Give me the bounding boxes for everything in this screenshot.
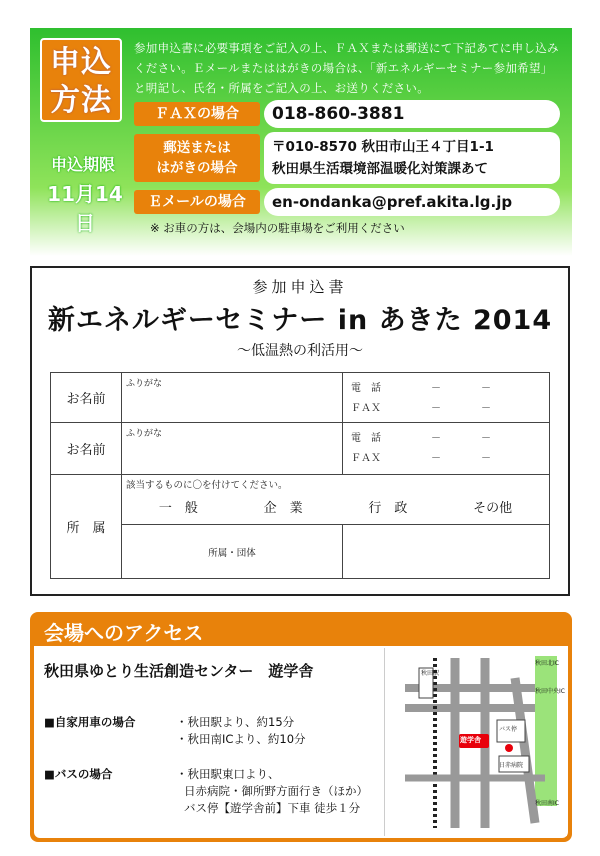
car-line-1: ・秋田駅より、約15分 <box>176 715 295 729</box>
green-area <box>535 656 557 806</box>
bus-line-3: バス停【遊学舎前】下車 徒歩１分 <box>184 801 361 815</box>
map-label-hospital: 日赤病院 <box>499 762 524 769</box>
car-label: ■自家用車の場合 <box>44 715 136 729</box>
form-title: 新エネルギーセミナー in あきた 2014 <box>47 305 553 336</box>
contact-cell-1[interactable] <box>343 373 550 423</box>
fax-dash-1: － － <box>431 403 491 414</box>
mail-address-line-1: 〒010-8570 秋田市山王４丁目1-1 <box>272 139 494 155</box>
email-label: Ｅメールの場合 <box>134 190 260 214</box>
name-label-1: お名前 <box>51 373 122 423</box>
bus-label: ■バスの場合 <box>44 767 113 781</box>
map-label-station: 秋田駅 <box>421 670 440 677</box>
map-label-north-ic: 秋田北IC <box>535 660 559 667</box>
tel-label-2: 電 話 <box>351 433 381 444</box>
option-other[interactable]: その他 <box>473 501 513 516</box>
name-label-2: お名前 <box>51 423 122 475</box>
form-subtitle: ～低温熱の利活用～ <box>237 343 363 359</box>
mail-label-line-2: はがきの場合 <box>156 160 238 176</box>
map-label-central-ic: 秋田中央IC <box>535 688 565 695</box>
badge-line-2: 方法 <box>50 83 112 118</box>
name-input-2[interactable] <box>122 423 343 475</box>
furigana-label-2: ふりがな <box>126 429 163 439</box>
fax-field-label-2: ＦＡＸ <box>351 453 381 464</box>
form-heading: 参加申込書 <box>252 278 348 296</box>
name-input-1[interactable] <box>122 373 343 423</box>
apply-intro-text: 参加申込書に必要事項をご記入の上、ＦＡＸまたは郵送にて下記あてに申し込みください。Ｅメールまたははがきの場合は、「新エネルギーセミナー参加希望」と明記し、氏名・所属をご記入の上、お送りください。 <box>134 41 559 95</box>
contact-cell-2[interactable] <box>343 423 550 475</box>
badge-line-1: 申込 <box>50 45 112 80</box>
mail-address <box>264 132 560 184</box>
email-address[interactable]: en-ondanka@pref.akita.lg.jp <box>264 188 560 216</box>
map-label-venue: 遊学舎 <box>460 736 481 744</box>
parking-note: ※ お車の方は、会場内の駐車場をご利用ください <box>150 221 405 235</box>
bus-stop-marker <box>505 744 513 752</box>
car-directions <box>176 714 306 748</box>
access-title: 会場へのアクセス <box>44 621 204 645</box>
tel-label-1: 電 話 <box>351 383 381 394</box>
apply-method-badge <box>40 38 122 122</box>
option-company[interactable]: 企 業 <box>263 501 303 516</box>
affiliation-instruction: 該当するものに〇を付けてください。 <box>126 480 288 491</box>
bus-directions <box>176 766 368 817</box>
deadline-date: 11月14日 <box>47 182 123 235</box>
org-label: 所属・団体 <box>122 525 343 579</box>
car-line-2: ・秋田南ICより、約10分 <box>176 732 306 746</box>
form-table <box>50 372 550 579</box>
deadline-label: 申込期限 <box>50 155 115 174</box>
fax-number: 018-860-3881 <box>264 100 560 128</box>
mail-address-line-2: 秋田県生活環境部温暖化対策課あて <box>272 161 488 177</box>
bus-line-1: ・秋田駅東口より、 <box>176 767 280 781</box>
mail-label-line-1: 郵送または <box>163 140 231 156</box>
mail-label <box>134 134 260 182</box>
map-label-bus-stop: バス停 <box>499 726 518 733</box>
fax-field-label-1: ＦＡＸ <box>351 403 381 414</box>
option-general[interactable]: 一 般 <box>158 501 198 516</box>
access-map <box>384 648 567 836</box>
bus-line-2: 日赤病院・御所野方面行き（ほか） <box>184 784 368 798</box>
tel-dash-1: － － <box>431 383 491 394</box>
tel-dash-2: － － <box>431 433 491 444</box>
map-label-south-ic: 秋田南IC <box>535 800 559 807</box>
affiliation-options <box>122 475 550 525</box>
fax-dash-2: － － <box>431 453 491 464</box>
option-government[interactable]: 行 政 <box>368 501 408 516</box>
affiliation-label: 所 属 <box>51 475 122 579</box>
furigana-label-1: ふりがな <box>126 379 163 389</box>
fax-label: ＦＡＸの場合 <box>134 102 260 126</box>
venue-name: 秋田県ゆとり生活創造センター 遊学舎 <box>44 662 314 680</box>
org-input[interactable] <box>343 525 550 579</box>
